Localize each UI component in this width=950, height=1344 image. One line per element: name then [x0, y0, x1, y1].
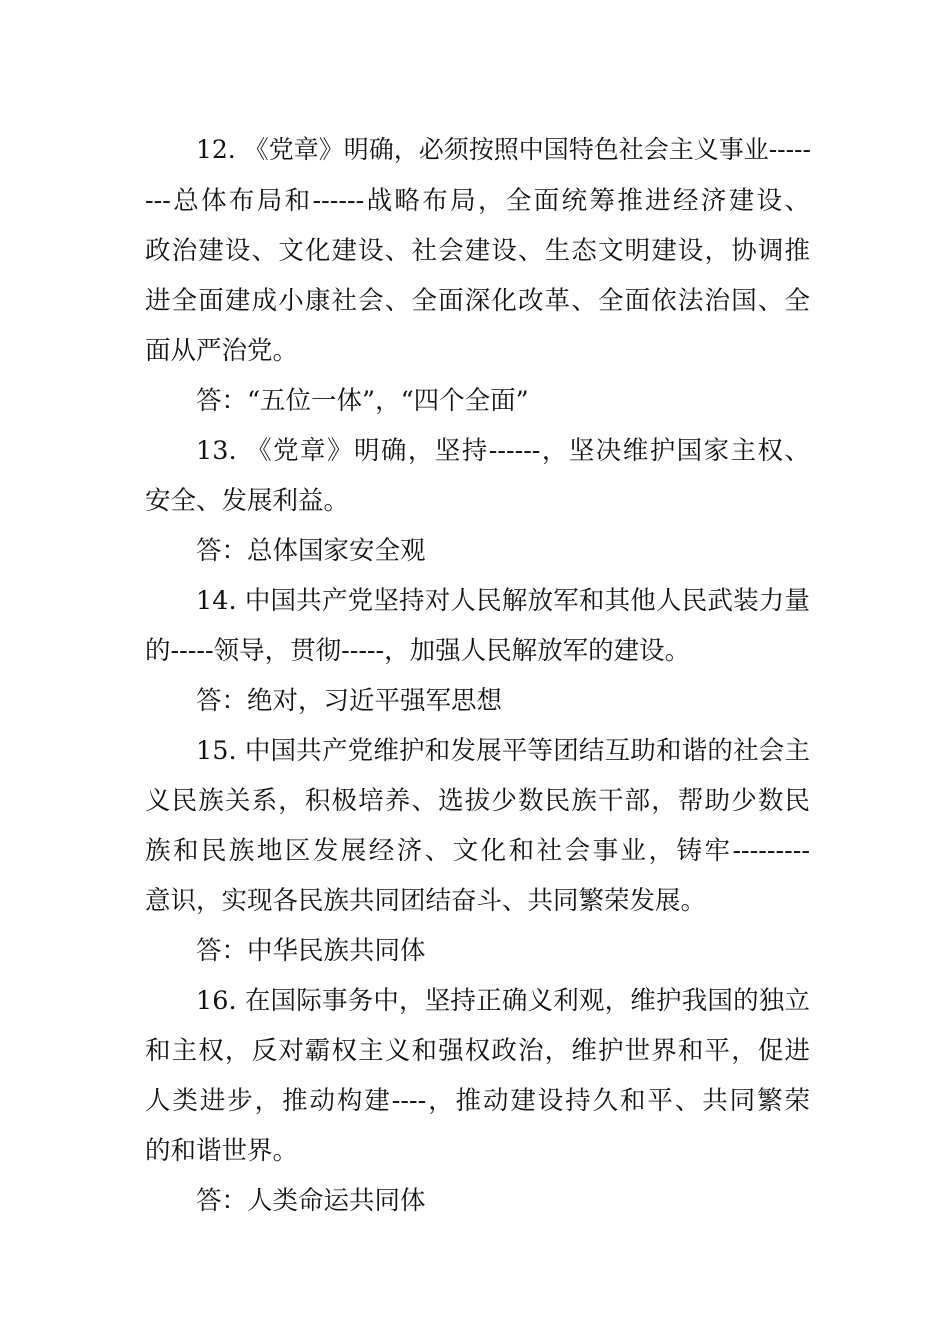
- answer-13: 答：总体国家安全观: [196, 536, 426, 566]
- question-12-line-3: 政治建设、文化建设、社会建设、生态文明建设，协调推: [145, 236, 810, 266]
- answer-15: 答：中华民族共同体: [196, 936, 426, 966]
- question-16-line-3: 人类进步，推动构建----，推动建设持久和平、共同繁荣: [145, 1086, 810, 1116]
- question-15-line-4: 意识，实现各民族共同团结奋斗、共同繁荣发展。: [145, 886, 707, 916]
- question-16-line-1: 16. 在国际事务中，坚持正确义利观，维护我国的独立: [196, 986, 810, 1016]
- answer-14: 答：绝对，习近平强军思想: [196, 686, 503, 716]
- question-15-line-3: 族和民族地区发展经济、文化和社会事业，铸牢---------: [145, 836, 810, 866]
- question-14-line-2: 的-----领导，贯彻-----，加强人民解放军的建设。: [145, 636, 691, 666]
- question-16-line-4: 的和谐世界。: [145, 1136, 299, 1166]
- question-12-line-4: 进全面建成小康社会、全面深化改革、全面依法治国、全: [145, 286, 810, 316]
- question-15-line-1: 15. 中国共产党维护和发展平等团结互助和谐的社会主: [196, 736, 810, 766]
- question-13-line-2: 安全、发展利益。: [145, 486, 350, 516]
- question-12-line-2: ---总体布局和------战略布局，全面统筹推进经济建设、: [145, 186, 810, 216]
- question-12-line-1: 12. 《党章》明确，必须按照中国特色社会主义事业-----: [196, 135, 811, 164]
- answer-16: 答：人类命运共同体: [196, 1186, 426, 1216]
- question-13-line-1: 13. 《党章》明确，坚持------，坚决维护国家主权、: [196, 436, 810, 466]
- question-12-line-5: 面从严治党。: [145, 336, 299, 366]
- question-15-line-2: 义民族关系，积极培养、选拔少数民族干部，帮助少数民: [145, 786, 810, 816]
- question-16-line-2: 和主权，反对霸权主义和强权政治，维护世界和平，促进: [145, 1036, 810, 1066]
- answer-12: 答：“五位一体”，“四个全面”: [196, 386, 529, 416]
- question-14-line-1: 14. 中国共产党坚持对人民解放军和其他人民武装力量: [196, 586, 810, 616]
